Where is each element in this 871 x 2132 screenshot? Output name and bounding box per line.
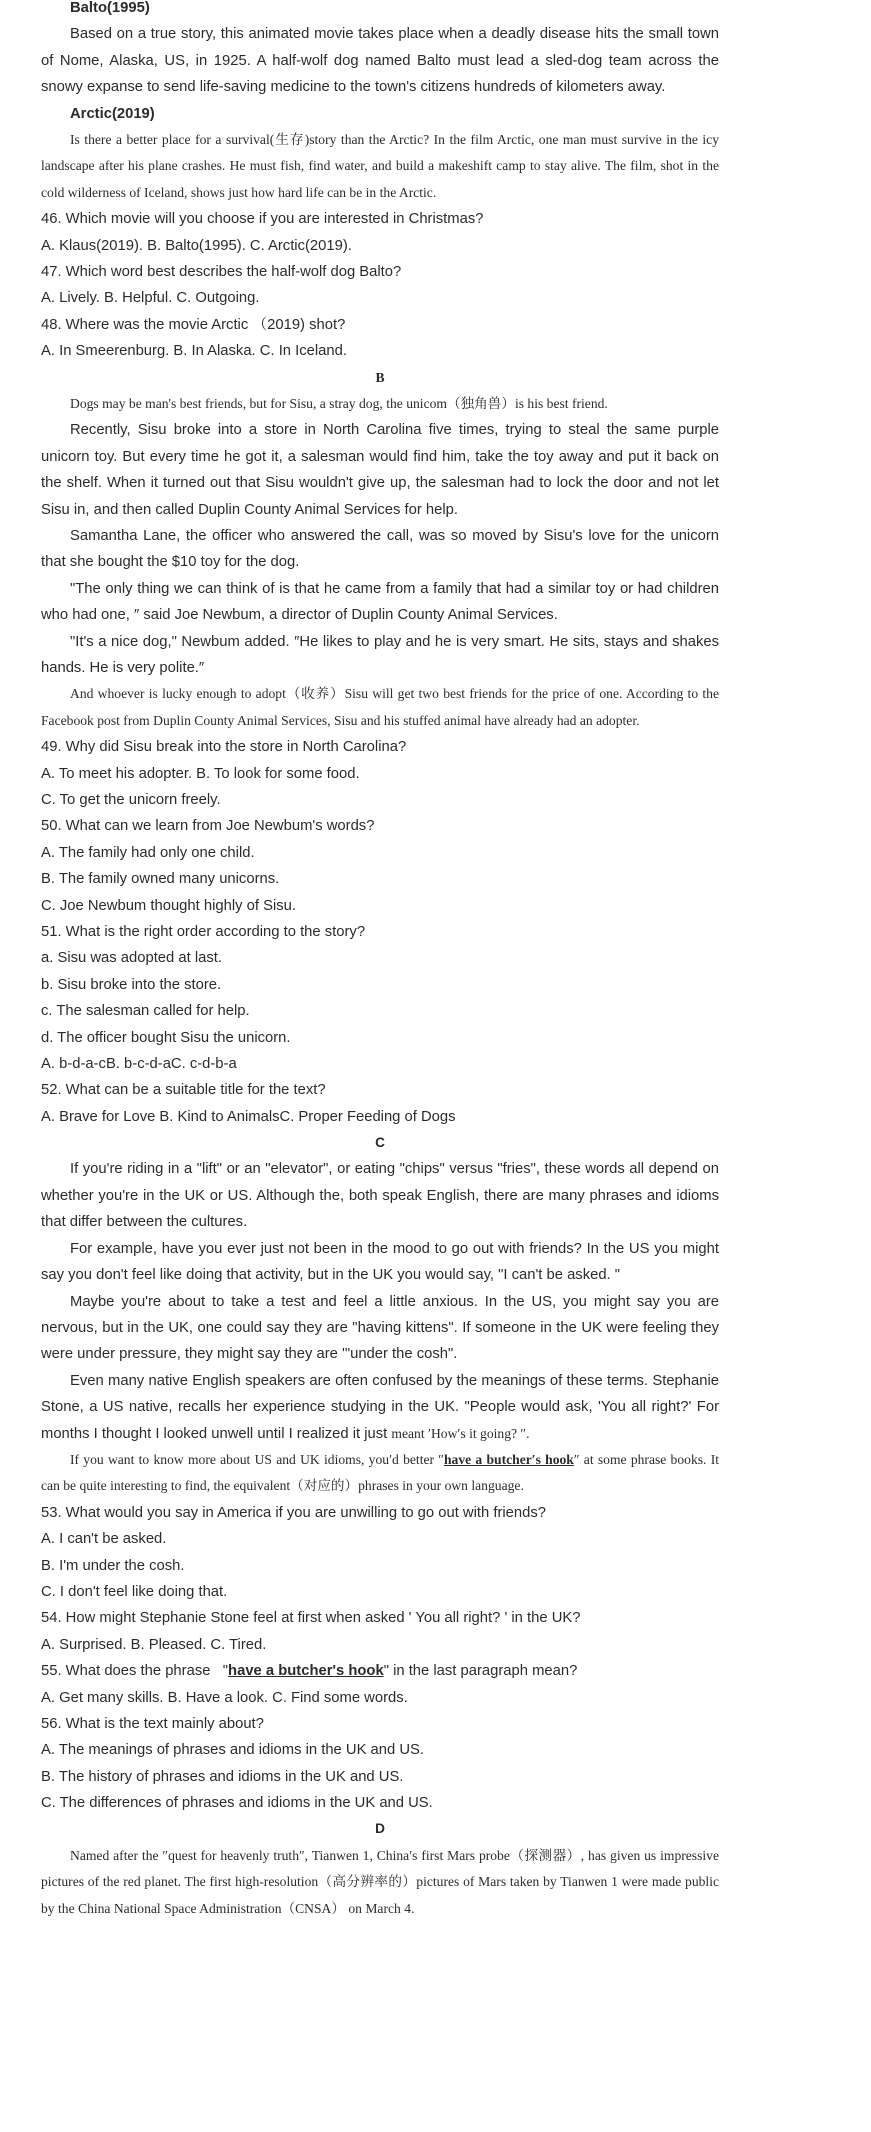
question-48-options: A. In Smeerenburg. B. In Alaska. C. In Iceland.	[41, 343, 347, 360]
passage-c-paragraph-4-tail: meant ′How′s it going? ″.	[391, 1425, 530, 1441]
passage-b-paragraph-6: And whoever is lucky enough to adopt（收养）Sisu will get two best friends for the price of one. According to the Facebook post from Duplin County Animal Services, Sisu and his stuffed animal have already had an adopter.	[41, 686, 719, 728]
passage-c-paragraph-5-post: ″ at some phrase books. It can be quite interesting to find, the equivalent（对应的）phrases in your own language.	[41, 1451, 719, 1494]
passage-c-paragraph-1: If you're riding in a "lift" or an "elevator", or eating "chips" versus "fries", these words all depend on whether you're in the UK or US. Although the, both speak English, there are many phrases and idioms that differ between the cultures.	[41, 1161, 719, 1231]
question-49-options-ab: A. To meet his adopter. B. To look for some food.	[41, 765, 360, 782]
passage-c-paragraph-2: For example, have you ever just not been in the mood to go out with friends? In the US you might say you don't feel like doing that activity, but in the UK you would say, "I can't be asked. "	[41, 1240, 719, 1284]
question-46-options: A. Klaus(2019). B. Balto(1995). C. Arctic(2019).	[41, 237, 352, 254]
question-55-options: A. Get many skills. B. Have a look. C. Find some words.	[41, 1689, 408, 1706]
question-56: 56. What is the text mainly about?	[41, 1715, 264, 1732]
passage-d-paragraph-1: Named after the ″quest for heavenly truth″, Tianwen 1, China′s first Mars probe（探测器）, has given us impressive pictures of the red planet. The first high-resolution（高分辨率的）pictures of Mars taken by Tianwen 1 were made public by the China National Space Administration（CNSA） on March 4.	[41, 1847, 719, 1916]
question-51: 51. What is the right order according to the story?	[41, 923, 366, 940]
butchers-hook-phrase: have a butcher′s hook	[443, 1451, 574, 1467]
question-53-option-b: B. I'm under the cosh.	[41, 1557, 185, 1574]
question-51-options: A. b-d-a-cB. b-c-d-aC. c-d-b-a	[41, 1055, 237, 1072]
question-52-options: A. Brave for Love B. Kind to AnimalsC. Proper Feeding of Dogs	[41, 1108, 456, 1125]
question-54: 54. How might Stephanie Stone feel at first when asked ' You all right? ' in the UK?	[41, 1610, 581, 1627]
question-53: 53. What would you say in America if you are unwilling to go out with friends?	[41, 1504, 547, 1521]
question-54-options: A. Surprised. B. Pleased. C. Tired.	[41, 1636, 267, 1653]
question-50-option-c: C. Joe Newbum thought highly of Sisu.	[41, 897, 296, 914]
section-header-c: C	[375, 1135, 385, 1151]
question-50: 50. What can we learn from Joe Newbum's words?	[41, 818, 375, 835]
question-56-option-a: A. The meanings of phrases and idioms in the UK and US.	[41, 1742, 425, 1759]
question-49-option-c: C. To get the unicorn freely.	[41, 792, 221, 809]
passage-c-paragraph-5-pre: If you want to know more about US and UK idioms, you′d better ″	[70, 1451, 444, 1467]
question-50-option-b: B. The family owned many unicorns.	[41, 871, 280, 888]
question-51-event-b: b. Sisu broke into the store.	[41, 976, 222, 993]
question-51-event-a: a. Sisu was adopted at last.	[41, 950, 222, 967]
question-53-option-c: C. I don't feel like doing that.	[41, 1583, 228, 1600]
question-56-option-c: C. The differences of phrases and idioms in the UK and US.	[41, 1795, 433, 1812]
question-50-option-a: A. The family had only one child.	[41, 844, 255, 861]
question-47: 47. Which word best describes the half-wolf dog Balto?	[41, 264, 402, 280]
section-header-b: B	[375, 369, 385, 385]
movie-title-arctic: Arctic(2019)	[70, 105, 155, 122]
movie-title-balto: Balto(1995)	[70, 0, 150, 16]
passage-b-paragraph-3: Samantha Lane, the officer who answered the call, was so moved by Sisu's love for the unicorn that she bought the $10 toy for the dog.	[41, 527, 719, 571]
question-56-option-b: B. The history of phrases and idioms in the UK and US.	[41, 1768, 404, 1785]
passage-b-paragraph-5: "It's a nice dog," Newbum added. ″He likes to play and he is very smart. He sits, stays and shakes hands. He is very polite.″	[41, 633, 719, 677]
question-47-options: A. Lively. B. Helpful. C. Outgoing.	[41, 290, 260, 307]
passage-c-paragraph-4	[41, 1368, 719, 1447]
question-51-event-d: d. The officer bought Sisu the unicorn.	[41, 1029, 291, 1046]
question-49: 49. Why did Sisu break into the store in North Carolina?	[41, 739, 407, 756]
arctic-paragraph: Is there a better place for a survival(生存)story than the Arctic? In the film Arctic, one man must survive in the icy landscape after his plane crashes. He must fish, find water, and build a makeshift camp to stay alive. The film, shot in the cold wilderness of Iceland, shows just how hard life can be in the Arctic.	[41, 132, 719, 200]
passage-c-paragraph-3: Maybe you're about to take a test and feel a little anxious. In the US, you might say you are nervous, but in the UK, one could say they are "having kittens". If someone in the UK were feeling they were under pressure, they might say they are '"under the cosh".	[41, 1293, 719, 1363]
question-53-option-a: A. I can't be asked.	[41, 1531, 167, 1548]
question-46: 46. Which movie will you choose if you are interested in Christmas?	[41, 211, 484, 228]
passage-b-paragraph-4: "The only thing we can think of is that he came from a family that had a similar toy or had children who had one, ″ said Joe Newbum, a director of Duplin County Animal Services.	[41, 580, 719, 624]
question-55-phrase: have a butcher's hook	[228, 1663, 384, 1680]
exam-document	[41, 0, 719, 1922]
section-header-d: D	[375, 1821, 385, 1837]
passage-c-paragraph-4-main: Even many native English speakers are often confused by the meanings of these terms. Stephanie Stone, a US native, recalls her experience studying in the UK. "People would ask, 'You all right?' For months I thought I looked unwell until I realized it just	[41, 1372, 719, 1442]
question-51-event-c: c. The salesman called for help.	[41, 1003, 250, 1020]
passage-b-paragraph-1: Dogs may be man's best friends, but for Sisu, a stray dog, the unicom（独角兽）is his best friend.	[70, 395, 608, 411]
question-55-pre: 55. What does the phrase "	[41, 1663, 229, 1680]
passage-c-paragraph-5	[41, 1447, 719, 1500]
question-55-post: " in the last paragraph mean?	[383, 1663, 578, 1680]
question-48: 48. Where was the movie Arctic （2019) shot?	[41, 316, 346, 333]
balto-paragraph: Based on a true story, this animated movie takes place when a deadly disease hits the small town of Nome, Alaska, US, in 1925. A half-wolf dog named Balto must lead a sled-dog team across the snowy expanse to send life-saving medicine to the town's citizens hundreds of kilometers away.	[41, 26, 719, 96]
question-52: 52. What can be a suitable title for the text?	[41, 1082, 326, 1099]
passage-b-paragraph-2: Recently, Sisu broke into a store in North Carolina five times, trying to steal the same purple unicorn toy. But every time he got it, a salesman would find him, take the toy away and put it back on the shelf. When it turned out that Sisu wouldn't give up, the salesman had to lock the door and not let Sisu in, and then called Duplin County Animal Services for help.	[41, 422, 719, 518]
question-55	[41, 1658, 719, 1684]
